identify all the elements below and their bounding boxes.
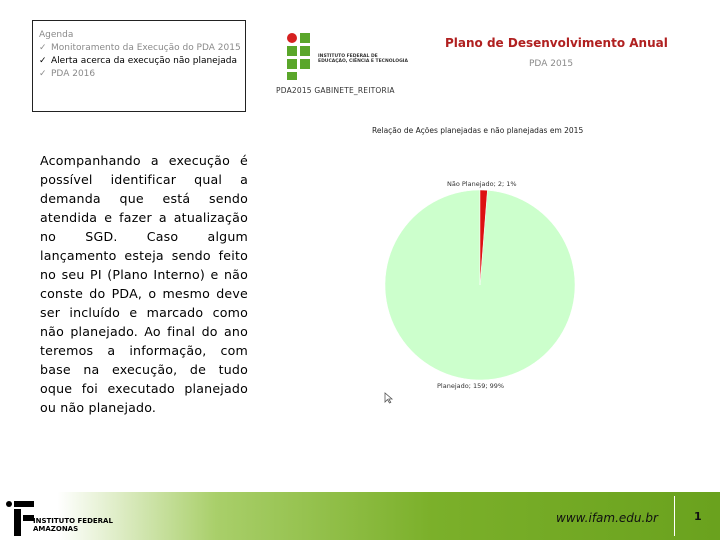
agenda-item bbox=[39, 42, 239, 55]
agenda-item-label: Alerta acerca da execução não planejada bbox=[51, 56, 237, 66]
page-subtitle: PDA 2015 bbox=[529, 59, 574, 69]
footer-divider bbox=[674, 496, 675, 536]
gabinete-label: PDA2015 GABINETE_REITORIA bbox=[276, 86, 395, 95]
cursor-icon bbox=[384, 392, 394, 404]
check-icon: ✓ bbox=[39, 43, 47, 53]
slice-label-nao-planejado: Não Planejado; 2; 1% bbox=[447, 180, 517, 188]
agenda-item bbox=[39, 68, 239, 81]
body-paragraph: Acompanhando a execução é possível identificar qual a demanda que está sendo atendida e fazer a atualização no SGD. Caso algum lançamento esteja sendo feito no seu PI (Plano Interno) e não conste do PDA, o mesmo deve ser incluído e marcado como não planejado. Ao final do ano teremos a informação, com base na execução, de tudo oque foi executado planejado ou não planejado. bbox=[40, 153, 248, 415]
slice-label-planejado: Planejado; 159; 99% bbox=[437, 382, 505, 390]
page-title: Plano de Desenvolvimento Anual bbox=[445, 36, 668, 50]
check-icon: ✓ bbox=[39, 56, 47, 66]
agenda-box bbox=[32, 20, 246, 112]
page-number: 1 bbox=[694, 510, 702, 523]
chart-title: Relação de Ações planejadas e não planejadas em 2015 bbox=[372, 126, 584, 135]
footer-logo-text: INSTITUTO FEDERAL AMAZONAS bbox=[33, 517, 113, 533]
agenda-item-label: PDA 2016 bbox=[51, 69, 96, 79]
logo-text: INSTITUTO FEDERAL DE EDUCAÇÃO, CIÊNCIA E TECNOLOGIA bbox=[318, 54, 408, 64]
website-link[interactable]: www.ifam.edu.br bbox=[556, 511, 658, 525]
agenda-item-label: Monitoramento da Execução do PDA 2015 bbox=[51, 43, 241, 53]
agenda-title: Agenda bbox=[39, 30, 74, 40]
check-icon: ✓ bbox=[39, 69, 47, 79]
agenda-item bbox=[39, 55, 239, 68]
